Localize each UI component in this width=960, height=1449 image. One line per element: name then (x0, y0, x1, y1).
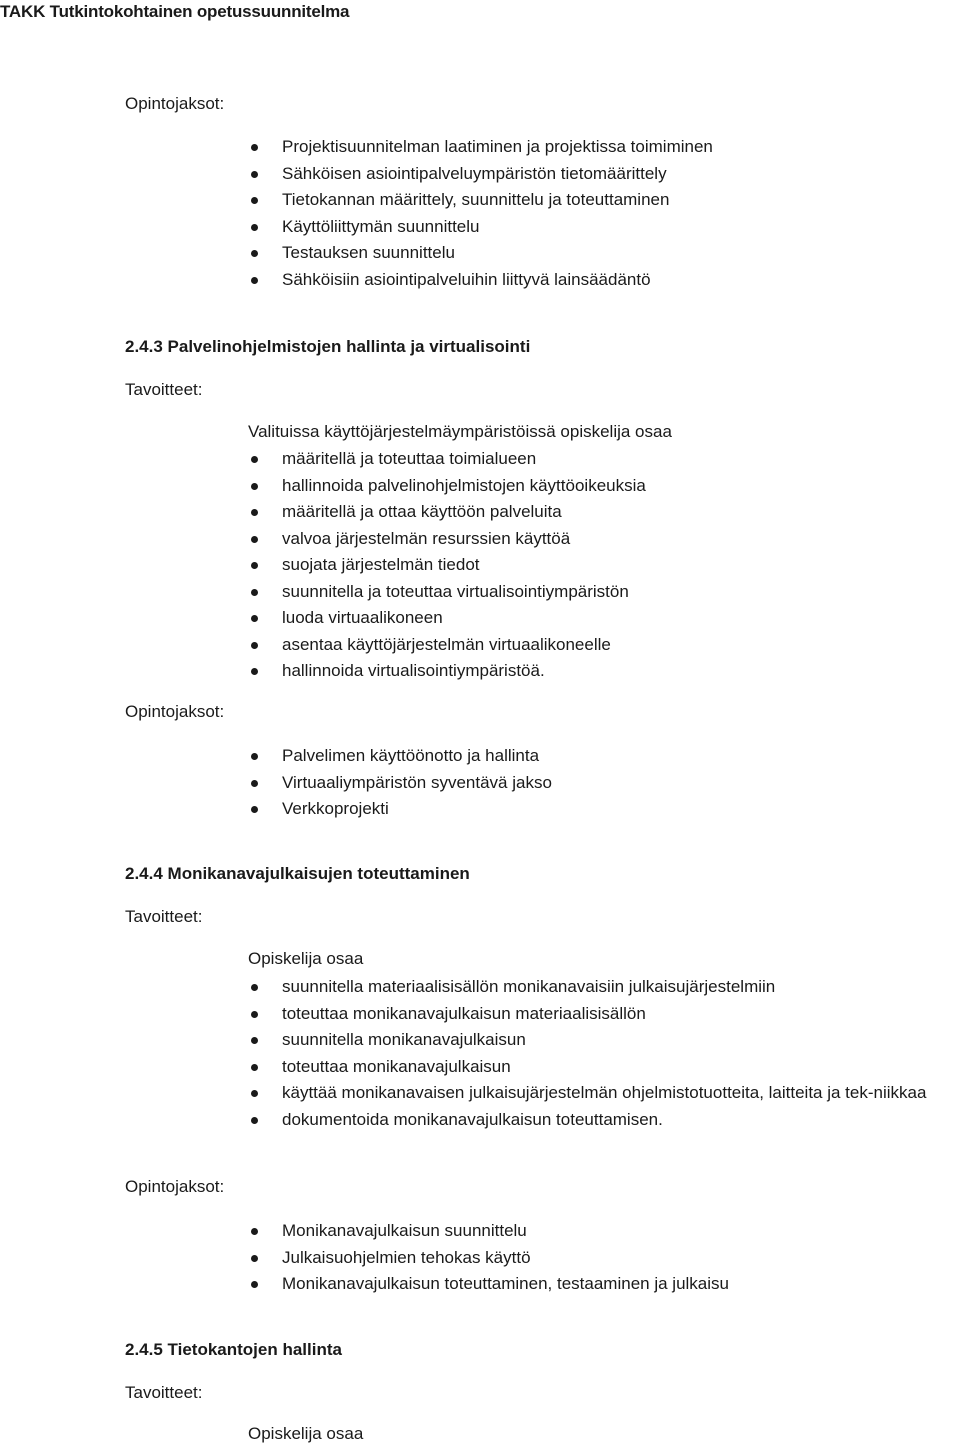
list-item: hallinnoida palvelinohjelmistojen käyttöoikeuksia (248, 473, 646, 500)
list-item: Sähköisen asiointipalveluympäristön tietomäärittely (248, 161, 713, 188)
list-item: Projektisuunnitelman laatiminen ja projektissa toimiminen (248, 134, 713, 161)
section-heading-2-4-3: 2.4.3 Palvelinohjelmistojen hallinta ja virtualisointi (125, 337, 531, 356)
list-item: Monikanavajulkaisun toteuttaminen, testaaminen ja julkaisu (248, 1271, 729, 1298)
document-header-title: TAKK Tutkintokohtainen opetussuunnitelma (0, 2, 350, 21)
list-item: määritellä ja ottaa käyttöön palveluita (248, 499, 646, 526)
list-item: suunnitella materiaalisisällön monikanavaisiin julkaisujärjestelmiin (248, 974, 960, 1001)
list-item: valvoa järjestelmän resurssien käyttöä (248, 526, 646, 553)
goals-list (248, 974, 960, 1133)
courses-list (248, 134, 713, 293)
courses-label: Opintojaksot: (125, 702, 225, 721)
list-item: suunnitella ja toteuttaa virtualisointiympäristön (248, 579, 646, 606)
list-item: Julkaisuohjelmien tehokas käyttö (248, 1245, 729, 1272)
goals-intro: Opiskelija osaa (248, 1424, 364, 1443)
goals-label: Tavoitteet: (125, 1383, 203, 1402)
list-item: käyttää monikanavaisen julkaisujärjestelmän ohjelmistotuotteita, laitteita ja tek-niikkaa (248, 1080, 960, 1107)
list-item: Käyttöliittymän suunnittelu (248, 214, 713, 241)
list-item: hallinnoida virtualisointiympäristöä. (248, 658, 646, 685)
list-item: dokumentoida monikanavajulkaisun toteuttamisen. (248, 1107, 960, 1134)
list-item: Sähköisiin asiointipalveluihin liittyvä lainsäädäntö (248, 267, 713, 294)
list-item: Verkkoprojekti (248, 796, 552, 823)
list-item: Tietokannan määrittely, suunnittelu ja toteuttaminen (248, 187, 713, 214)
section-heading-2-4-5: 2.4.5 Tietokantojen hallinta (125, 1340, 342, 1359)
section-heading-2-4-4: 2.4.4 Monikanavajulkaisujen toteuttaminen (125, 864, 470, 883)
list-item: asentaa käyttöjärjestelmän virtuaalikoneelle (248, 632, 646, 659)
list-item: toteuttaa monikanavajulkaisun materiaalisisällön (248, 1001, 960, 1028)
list-item: Testauksen suunnittelu (248, 240, 713, 267)
courses-label: Opintojaksot: (125, 94, 225, 113)
goals-label: Tavoitteet: (125, 380, 203, 399)
courses-label: Opintojaksot: (125, 1177, 225, 1196)
goals-intro: Valituissa käyttöjärjestelmäympäristöissä opiskelija osaa (248, 422, 672, 441)
list-item: luoda virtuaalikoneen (248, 605, 646, 632)
goals-list (248, 446, 646, 685)
list-item: Palvelimen käyttöönotto ja hallinta (248, 743, 552, 770)
courses-list (248, 1218, 729, 1298)
list-item: suunnitella monikanavajulkaisun (248, 1027, 960, 1054)
courses-list (248, 743, 552, 823)
goals-label: Tavoitteet: (125, 907, 203, 926)
goals-intro: Opiskelija osaa (248, 949, 364, 968)
list-item: suojata järjestelmän tiedot (248, 552, 646, 579)
list-item: Monikanavajulkaisun suunnittelu (248, 1218, 729, 1245)
list-item: toteuttaa monikanavajulkaisun (248, 1054, 960, 1081)
list-item: määritellä ja toteuttaa toimialueen (248, 446, 646, 473)
list-item: Virtuaaliympäristön syventävä jakso (248, 770, 552, 797)
